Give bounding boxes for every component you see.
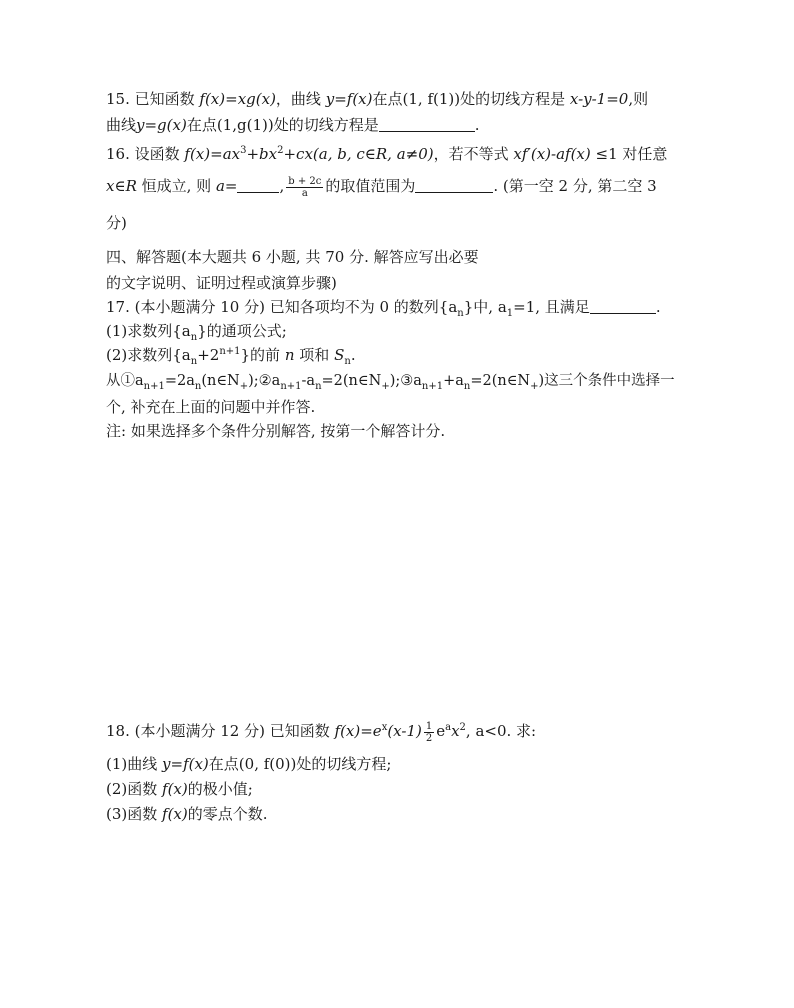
section-heading: 四、解答题(本大题共 6 小题, 共 70 分. 解答应写出必要 [106,248,479,266]
q18-math: f(x)=e [334,722,382,740]
q17-text: =1, 且满足 [513,298,590,316]
q17-text: }的通项公式; [197,322,287,340]
q16-math: +cx(a, b, c∈R, a≠0) [283,145,434,163]
q16-sup: 3 [240,145,247,156]
q15-text: ，曲线 [275,90,321,108]
q17-line-1 [106,296,661,318]
q17-text: . [350,346,356,364]
section-heading: 的文字说明、证明过程或演算步骤) [106,274,337,292]
q17-sub: n [344,356,351,367]
q18-sup: x [381,722,388,733]
q17-text: (2)求数列{a [106,346,191,364]
q17-sub: n [463,380,471,392]
q17-condition-blank[interactable] [590,299,656,314]
q15-math: y=f(x) [325,90,373,108]
q18-math: f(x) [162,780,188,798]
q15-text: 曲线 [106,116,137,134]
q17-line-6 [106,420,445,442]
q16-sup: 2 [277,145,284,156]
q18-math: (x-1) [387,722,422,740]
q16-answer-blank-1[interactable] [237,178,279,193]
q17-text: 从①a [106,373,144,389]
q17-text: =2(n∈N [321,373,382,389]
q17-line-5 [106,396,315,418]
q15-text: 在点(1,g(1))处的切线方程是 [186,116,379,134]
q15-text: . [474,116,480,134]
q16-math: x∈R [106,177,137,195]
q16-frac-numerator: b + 2c [288,175,322,187]
q17-sub: + [530,380,539,392]
q18-text: 的极小值; [187,780,253,798]
q17-text: . [655,298,661,316]
q17-text: =2a [164,373,195,389]
q18-math: y=f(x) [162,755,209,773]
q17-text: +2 [197,346,220,364]
q18-line-1 [106,720,536,744]
q18-fraction [424,721,434,744]
q16-math: f(x)=ax [184,145,241,163]
q17-line-4 [106,370,675,392]
q16-text: ≤1 对任意 [595,145,668,163]
q16-text: ，若不等式 [433,145,509,163]
q17-math: n [284,346,295,364]
q17-sub: n+1 [280,380,302,392]
q17-sub: n [315,380,322,392]
q15-line-2 [106,114,479,136]
q17-sub: + [381,380,390,392]
q17-text: =2(n∈N [470,373,531,389]
q18-sup: a [445,722,452,733]
q16-math: xf′(x)-af(x) [513,145,591,163]
q18-math: e [436,722,446,740]
q17-text: )这三个条件中选择一 [538,373,675,389]
q18-text: 的零点个数. [187,805,268,823]
q17-line-3 [106,344,356,366]
q17-text: }的前 [240,346,281,364]
q15-math: x-y-1=0 [569,90,629,108]
q17-sub: n [457,308,464,319]
q16-math: a= [215,177,238,195]
q16-text: , [279,177,285,195]
q17-sub: n+1 [143,380,165,392]
q17-note: 注: 如果选择多个条件分别解答, 按第一个解答计分. [106,422,446,440]
q16-text: 16. 设函数 [106,145,180,163]
q15-text: ,则 [628,90,649,108]
q17-sub: n [194,380,202,392]
q18-text: , a<0. 求: [465,722,537,740]
q17-sub: n [190,332,198,343]
q16-line-3 [106,212,127,234]
q18-line-3 [106,778,253,800]
q18-text: 在点(0, f(0))处的切线方程; [208,755,392,773]
q16-line-1 [106,143,667,165]
q15-line-1 [106,88,648,110]
q18-sup: 2 [459,722,466,733]
q15-math: y=g(x) [136,116,187,134]
q17-text: 项和 [299,346,330,364]
q16-fraction [286,176,323,199]
q17-text: -a [301,373,316,389]
q17-text: 个, 补充在上面的问题中并作答. [106,398,316,416]
section-4-heading-line-1 [106,246,479,268]
q18-frac-numerator: 1 [425,720,433,732]
q18-line-2 [106,753,391,775]
q16-line-2 [106,175,657,199]
q15-math: f(x)=xg(x) [199,90,276,108]
q18-line-4 [106,803,268,825]
q18-text: (1)曲线 [106,755,158,773]
q15-text: 15. 已知函数 [106,90,195,108]
q17-math: S [334,346,345,364]
q16-text: 分) [106,214,127,232]
section-4-heading-line-2 [106,272,337,294]
q17-sub: 1 [506,308,514,319]
q18-frac-denominator: 2 [425,732,433,744]
q18-math: f(x) [162,805,188,823]
q17-text: (n∈N [201,373,240,389]
q16-text: 恒成立, 则 [141,177,212,195]
q18-text: 18. (本小题满分 12 分) 已知函数 [106,722,330,740]
q17-sub: n [190,356,198,367]
q16-frac-denominator: a [301,187,308,199]
q17-text: (1)求数列{a [106,322,191,340]
q17-text: +a [443,373,464,389]
q15-text: f(1))处的切线方程是 [427,90,566,108]
q17-text: );②a [248,373,281,389]
q16-text: 的取值范围为 [325,177,416,195]
q17-text: }中, a [463,298,507,316]
q15-answer-blank[interactable] [379,117,475,132]
q16-math: +bx [246,145,278,163]
q17-sub: + [239,380,249,392]
q17-line-2 [106,320,287,342]
q16-text: . (第一空 2 分, 第二空 3 [493,177,657,195]
q18-text: (3)函数 [106,805,158,823]
q18-text: (2)函数 [106,780,158,798]
q15-text: 在点(1, [372,90,423,108]
q17-sub: n+1 [421,380,444,392]
q17-text: 17. (本小题满分 10 分) 已知各项均不为 0 的数列{a [106,298,458,316]
q18-math: x [451,722,460,740]
q17-text: );③a [389,373,422,389]
q17-sup: n+1 [219,346,241,357]
q16-answer-blank-2[interactable] [415,178,493,193]
